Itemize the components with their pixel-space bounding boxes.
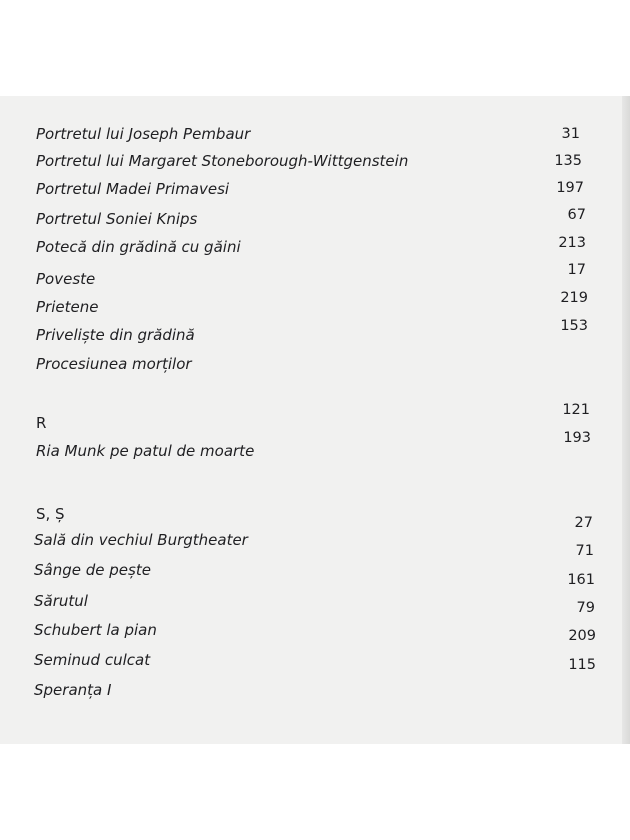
index-entry-title: Seminud culcat [34,651,151,669]
index-entry-title: Prietene [36,298,99,316]
index-entry-page: 79 [576,600,595,616]
page-edge [622,96,630,744]
index-entry-page: 219 [560,290,588,306]
index-entry-title: Sărutul [34,592,88,610]
index-entry-page: 193 [563,430,591,446]
index-entry-page: 27 [574,515,593,531]
index-entry-page: 161 [567,572,595,588]
index-entry-page: 121 [562,402,590,418]
index-entry-page: 71 [575,543,594,559]
index-entry-title: Sânge de pește [34,561,151,579]
index-entry-page: 213 [558,235,586,251]
index-entry-page: 135 [554,153,582,169]
index-entry-page: 31 [561,126,580,142]
index-entry-title: Portretul lui Margaret Stoneborough-Wittgenstein [36,152,409,170]
index-entry-page: 115 [568,657,596,673]
index-entry-title: Portretul Soniei Knips [36,210,198,228]
index-entry-title: Sală din vechiul Burgtheater [34,531,248,549]
index-entry-title: Portretul Madei Primavesi [36,180,230,198]
index-entry-page: 197 [556,180,584,196]
index-entry-title: Potecă din grădină cu găini [36,238,241,256]
section-letter-r: R [36,414,47,432]
index-entry-title: Portretul lui Joseph Pembaur [36,125,251,143]
index-entry-title: Priveliște din grădină [36,326,195,344]
index-entry-page: 67 [567,207,586,223]
index-entry-title: Procesiunea morților [36,355,192,373]
index-entry-page: 17 [567,262,586,278]
index-entry-title: Speranța I [34,681,112,699]
index-entry-title: Schubert la pian [34,621,157,639]
index-entry-title: Ria Munk pe patul de moarte [36,442,255,460]
index-entry-title: Poveste [36,270,96,288]
section-letter-s: S, Ș [36,505,65,523]
index-entry-page: 153 [560,318,588,334]
index-entry-page: 209 [568,628,596,644]
